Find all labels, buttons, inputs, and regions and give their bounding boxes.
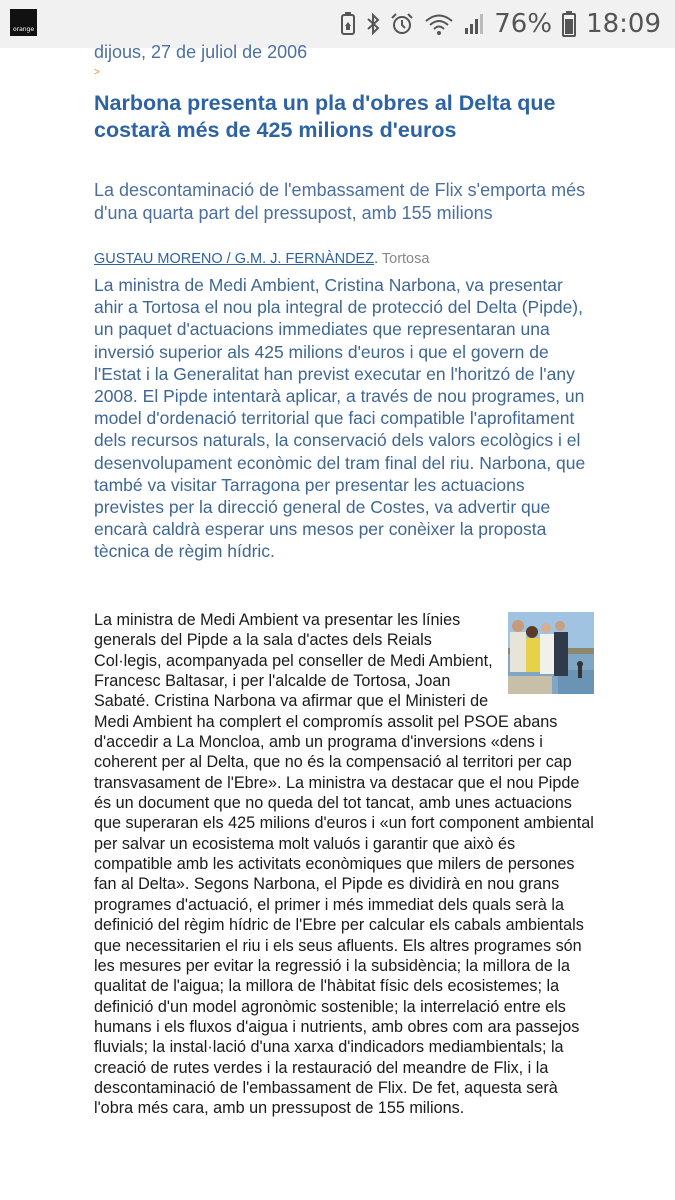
article-photo[interactable] <box>508 612 594 694</box>
article-body: La ministra de Medi Ambient va presentar les línies generals del Pipde a la sala d'actes dels Reials Col·legis, acompanyada pel conseller de Medi Ambient, Francesc Baltasar, i per l'alcalde de Tortosa, Joan Sabaté. Cristina Narbona va afirmar que el Ministeri de Medi Ambient ha complert el compromís assolit pel PSOE abans d'accedir a La Moncloa, amb un programa d'inversions «dens i coherent per al Delta, que no és la compensació al territori per cap transvasament de l'Ebre». La ministra va destacar que el nou Pipde és un document que no queda del tot tancat, amb unes actuacions que superaran els 425 milions d'euros i «un fort component ambiental per salvar un ecosistema molt valuós i garantir que això és compatible amb les activitats econòmiques que milers de persones fan al Delta». Segons Narbona, el Pipde es dividirà en nou grans programes d'actuació, el primer i més immediat dels quals serà la definició del règim hídric de l'Ebre per calcular els cabals ambientals que necessitarien el riu i els seus afluents. Els altres programes són les mesures per evitar la regressió i la subsidència; la millora de la qualitat de l'aigua; la millora de l'hàbitat físic dels ecosistemes; la definició d'un model agronòmic sostenible; la interrelació entre els humans i els fluxos d'aigua i nutrients, amb obres com ara passejos fluvials; la instal·lació d'una xarxa d'indicadors mediambientals; la creació de rutes verdes i la restauració del meandre de Flix, i la descontaminació de l'embassament de Flix. De fet, aquesta serà l'obra més cara, amb un pressupost de 155 milions. <box>94 611 594 1118</box>
status-bar <box>0 0 675 48</box>
battery-icon <box>562 11 576 37</box>
battery-saver-icon <box>340 12 356 36</box>
status-icons <box>340 0 661 48</box>
article-subtitle: La descontaminació de l'embassament de Flix s'emporta més d'una quarta part del pressupost, amb 155 milions <box>94 180 586 223</box>
article-title: Narbona presenta un pla d'obres al Delta que costarà més de 425 milions d'euros <box>94 91 556 142</box>
article-date: dijous, 27 de juliol de 2006 <box>94 42 308 62</box>
wifi-icon <box>424 12 454 36</box>
article-lead: La ministra de Medi Ambient, Cristina Narbona, va presentar ahir a Tortosa el nou pla integral de protecció del Delta (Pipde), un paquet d'actuacions immediates que representaran una inversió superior als 425 milions d'euros i que el govern de l'Estat i la Generalitat han previst executar en l'horitzó de l'any 2008. El Pipde intentarà aplicar, a través de nou programes, un model d'ordenació territorial que faci compatible l'aprofitament dels recursos naturals, la conservació dels valors ecològics i el desenvolupament econòmic del tram final del riu. Narbona, que també va visitar Tarragona per presentar les actuacions previstes per la direcció general de Costes, va advertir que encarà caldrà esperar uns mesos per conèixer la proposta tècnica de règim hídric. <box>94 275 586 562</box>
byline <box>94 251 429 267</box>
chevron-right-icon: > <box>94 67 100 78</box>
authors-link[interactable]: GUSTAU MORENO / G.M. J. FERNÀNDEZ <box>94 251 375 267</box>
article-body-wrap <box>94 610 594 1119</box>
battery-percent: 76% <box>494 9 553 39</box>
byline-separator: . <box>374 251 382 267</box>
bluetooth-icon <box>366 12 380 36</box>
carrier-logo <box>10 9 37 36</box>
alarm-icon <box>390 12 414 36</box>
clock-time: 18:09 <box>586 9 661 39</box>
signal-icon <box>464 12 484 36</box>
carrier-name: orange <box>12 26 35 33</box>
location: Tortosa <box>381 251 430 267</box>
